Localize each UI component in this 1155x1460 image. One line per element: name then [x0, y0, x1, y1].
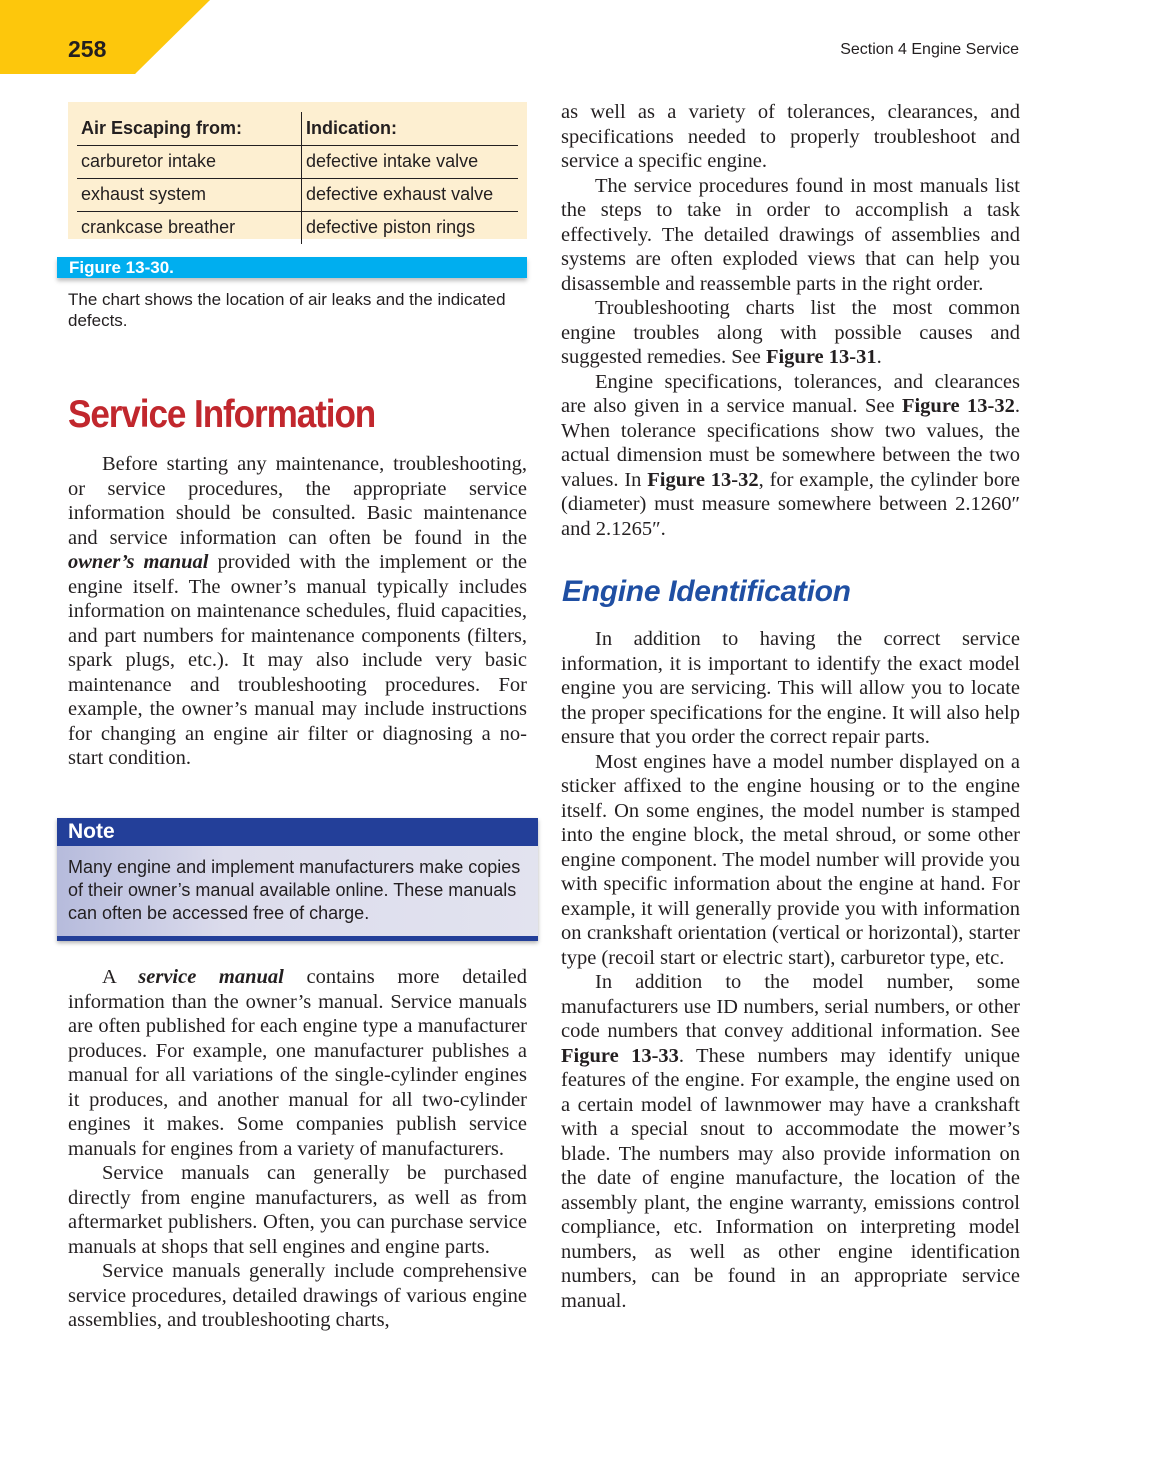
paragraph: [68, 452, 527, 771]
text: Troubleshooting charts list the most common engine troubles along with possible causes and suggested remedies. See: [561, 297, 1020, 368]
page-tab: [0, 0, 215, 74]
note-text: Many engine and implement manufacturers make copies of their owner’s manual available online. These manuals can often be accessed free of charge.: [68, 857, 521, 923]
text: Before starting any maintenance, troubleshooting, or service procedures, the appropriate service information should be consulted. Basic maintenance and service information can often be found in the: [68, 453, 527, 549]
figure-reference: Figure 13-31: [765, 346, 877, 368]
note-bottom-bar: [57, 936, 538, 941]
text: Engine specifications, tolerances, and clearances are also given in a service manual. See: [561, 370, 1020, 417]
figure-reference: Figure 13-32: [647, 468, 759, 491]
text: .: [876, 346, 882, 368]
table-cell: exhaust system: [77, 179, 302, 212]
right-column-bottom: [561, 627, 1020, 1313]
text: . When tolerance specifications show two values, the actual dimension must be somewhere between the two values. In: [561, 395, 1021, 491]
paragraph: In addition to having the correct service information, it is important to identify the exact model engine you are servicing. This will allow you to locate the proper specifications for the engine. It will also help ensure that you order the correct repair parts.: [561, 628, 1020, 748]
text: provided with the implement or the engine itself. The owner’s manual typically includes information on maintenance schedules, fluid capacities, and part numbers for maintenance components (filters, spark plugs, etc.). It may also include very basic maintenance and troubleshooting procedures. For example, the owner’s manual may include instructions for changing an engine air filter or diagnosing a no-start condition.: [68, 551, 527, 769]
paragraph: Most engines have a model number displayed on a sticker affixed to the engine housing or to the engine itself. On some engines, the model number is stamped into the engine block, the metal shroud, or some other engine component. The model number will provide you with specific information about the engine at hand. For example, it will generally provide you with information on crankshaft orientation (vertical or horizontal), starter type (recoil start or electric start), carburetor type, etc.: [561, 750, 1020, 969]
note-box: [57, 818, 538, 941]
column-header: Air Escaping from:: [77, 112, 302, 146]
paragraph: [561, 970, 1020, 1313]
page-number: 258: [68, 36, 107, 62]
left-column-top: [68, 452, 527, 771]
paragraph: The service procedures found in most manuals list the steps to take in order to accomplish a task effectively. The detailed drawings of assemblies and systems are often exploded views that can help you disassemble and reassemble parts in the right order.: [561, 174, 1020, 295]
note-title: Note: [57, 818, 538, 846]
table-cell: defective exhaust valve: [302, 179, 519, 212]
table-header-row: [77, 112, 518, 146]
table-row: [77, 212, 518, 245]
paragraph: [561, 296, 1020, 370]
column-header: Indication:: [302, 112, 519, 146]
table-cell: defective piston rings: [306, 217, 476, 237]
table-cell: carburetor intake: [77, 146, 302, 179]
table-cell: defective intake valve: [302, 146, 519, 179]
text: , for example, the cylinder bore (diameter) must measure somewhere between 2.1260″ and 2.1265″.: [561, 468, 1020, 540]
paragraph: as well as a variety of tolerances, clearances, and specifications needed to properly troubleshoot and service a specific engine.: [561, 101, 1020, 172]
figure-reference: Figure 13-33: [561, 1044, 679, 1067]
section-heading: Service Information: [68, 393, 376, 436]
subsection-heading: Engine Identification: [562, 575, 851, 608]
emphasis-term: owner’s manual: [68, 551, 209, 573]
table-cell: crankcase breather: [77, 212, 302, 245]
figure-caption: The chart shows the location of air leaks and the indicated defects.: [68, 290, 506, 330]
figure-label: Figure 13-30.: [57, 257, 527, 278]
paragraph: [68, 965, 527, 1161]
table-row: [77, 146, 518, 179]
text: contains more detailed information than the owner’s manual. Service manuals are often published for each engine type a manufacturer produces. For example, one manufacturer publishes a manual for all variations of the single-cylinder engines it produces, and another manual for all two-cylinder engines it makes. Some companies publish service manuals for engines from a variety of manufacturers.: [68, 966, 527, 1160]
air-leak-table: [68, 102, 527, 239]
section-header: Section 4 Engine Service: [840, 41, 1019, 58]
text: . These numbers may identify unique features of the engine. For example, the engine used on a certain model of lawnmower may have a crankshaft with a special snout to accommodate the mower’s blade. The numbers may also provide information on the date of engine manufacture, the location of the assembly plant, the engine warranty, emissions control compliance, etc. Information on interpreting model numbers, as well as other engine identification numbers, can be found in an appropriate service manual.: [561, 1044, 1021, 1312]
text: A: [102, 966, 139, 988]
paragraph: [561, 370, 1020, 542]
emphasis-term: service manual: [138, 966, 284, 988]
paragraph: Service manuals generally include comprehensive service procedures, detailed drawings of various engine assemblies, and troubleshooting charts,: [68, 1260, 527, 1331]
right-column-top: [561, 100, 1020, 541]
left-column-bottom: [68, 965, 527, 1333]
table-row: [77, 179, 518, 212]
figure-reference: Figure 13-32: [901, 395, 1015, 417]
paragraph: Service manuals can generally be purchased directly from engine manufacturers, as well as from aftermarket publishers. Often, you can purchase service manuals at shops that sell engines and engine parts.: [68, 1162, 527, 1258]
text: In addition to the model number, some manufacturers use ID numbers, serial numbers, or other code numbers that convey additional information. See: [561, 971, 1020, 1042]
